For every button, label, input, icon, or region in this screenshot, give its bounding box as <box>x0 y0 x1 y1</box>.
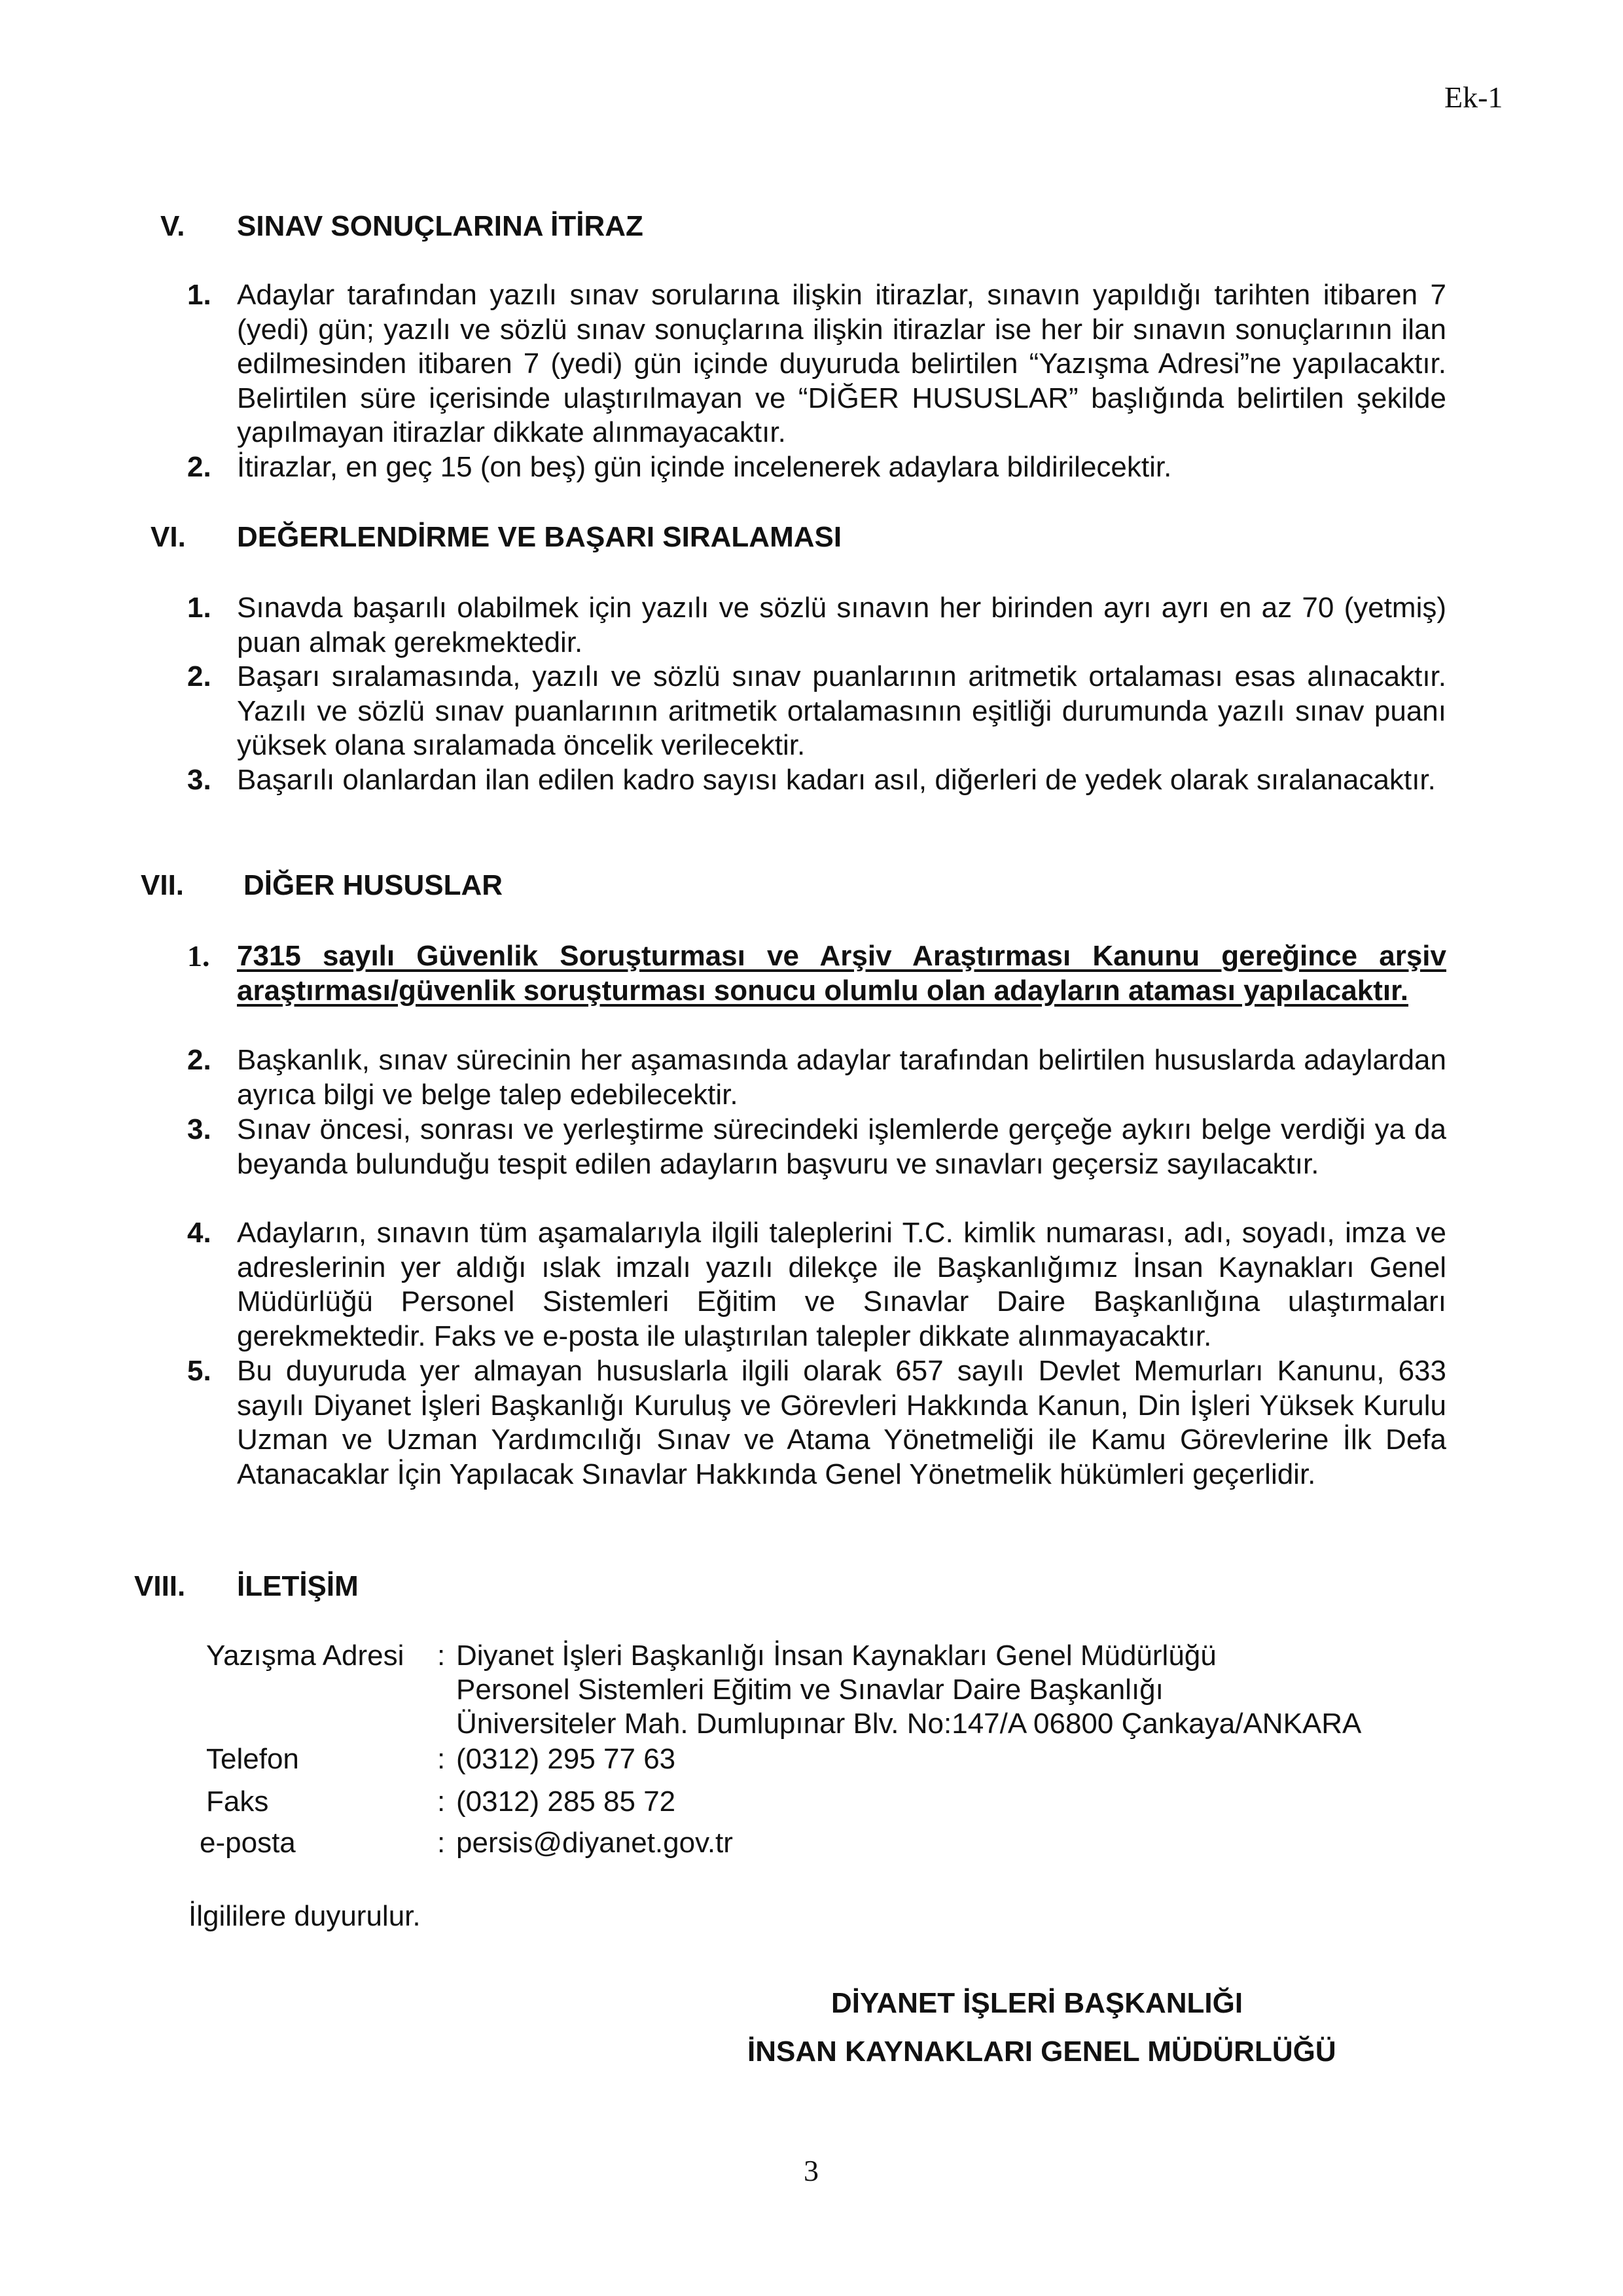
item-text: 7315 sayılı Güvenlik Soruşturması ve Arşiv Araştırması Kanunu gereğince arşiv araştırması/güvenlik soruşturması sonucu olumlu olan adayların ataması yapılacaktır. <box>237 940 1446 1007</box>
item-text: İtirazlar, en geç 15 (on beş) gün içinde incelenerek adaylara bildirilecektir. <box>237 451 1172 483</box>
item-number: 3. <box>187 764 211 796</box>
section-title: DİĞER HUSUSLAR <box>243 869 503 901</box>
contact-separator: : <box>437 1640 446 1672</box>
signature-line-2: İNSAN KAYNAKLARI GENEL MÜDÜRLÜĞÜ <box>747 2036 1336 2068</box>
contact-address-line: Üniversiteler Mah. Dumlupınar Blv. No:147/A 06800 Çankaya/ANKARA <box>456 1708 1362 1740</box>
item-text: Başarı sıralamasında, yazılı ve sözlü sınav puanlarının aritmetik ortalaması esas alınacaktır. Yazılı ve sözlü sınav puanlarının aritmetik ortalamasının eşitliği durumunda yazılı sınav puanı yüksek olana sıralamada öncelik verilecektir. <box>237 660 1446 761</box>
item-text: Adayların, sınavın tüm aşamalarıyla ilgili taleplerini T.C. kimlik numarası, adı, soyadı, imza ve adreslerinin yer aldığı ıslak imzalı yazılı dilekçe ile Başkanlığımız İnsan Kaynakları Genel Müdürlüğü Personel Sistemleri Eğitim ve Sınavlar Daire Başkanlığına ulaştırmaları gerekmektedir. Faks ve e-posta ile ulaştırılan talepler dikkate alınmayacaktır. <box>237 1217 1446 1352</box>
item-number: 1. <box>187 592 211 624</box>
section-title: SINAV SONUÇLARINA İTİRAZ <box>237 210 643 242</box>
item-number: 2. <box>187 1044 211 1076</box>
section-title: DEĞERLENDİRME VE BAŞARI SIRALAMASI <box>237 521 842 553</box>
item-number: 2. <box>187 451 211 483</box>
contact-phone-label: Telefon <box>206 1743 299 1775</box>
contact-fax: (0312) 285 85 72 <box>456 1785 676 1818</box>
item-text: Başarılı olanlardan ilan edilen kadro sayısı kadarı asıl, diğerleri de yedek olarak sıralanacaktır. <box>237 764 1436 796</box>
contact-email[interactable]: persis@diyanet.gov.tr <box>456 1827 733 1859</box>
item-number: 3. <box>187 1113 211 1145</box>
contact-email-label: e-posta <box>200 1827 296 1859</box>
item-number: 5. <box>187 1355 211 1387</box>
item-text: Başkanlık, sınav sürecinin her aşamasında adaylar tarafından belirtilen hususlarda adaylardan ayrıca bilgi ve belge talep edebilecektir. <box>237 1044 1446 1111</box>
item-number: 1. <box>187 279 211 311</box>
item-number: 2. <box>187 660 211 692</box>
section-number: V. <box>160 210 185 242</box>
contact-address-line: Diyanet İşleri Başkanlığı İnsan Kaynakları Genel Müdürlüğü <box>456 1640 1217 1672</box>
contact-phone: (0312) 295 77 63 <box>456 1743 676 1775</box>
contact-separator: : <box>437 1785 446 1818</box>
section-number: VII. <box>141 869 185 901</box>
section-title: İLETİŞİM <box>237 1570 359 1602</box>
item-text: Adaylar tarafından yazılı sınav sorularına ilişkin itirazlar, sınavın yapıldığı tarihten itibaren 7 (yedi) gün; yazılı ve sözlü sınav sonuçlarına ilişkin itirazlar ise her bir sınavın sonuçlarının ilan edilmesinden itibaren 7 (yedi) gün içinde duyuruda belirtilen “Yazışma Adresi”ne yapılacaktır. Belirtilen süre içerisinde ulaştırılmayan ve “DİĞER HUSUSLAR” başlığında belirtilen şekilde yapılmayan itirazlar dikkate alınmayacaktır. <box>237 279 1446 448</box>
page-number: 3 <box>804 2154 819 2187</box>
closing-text: İlgililere duyurulur. <box>188 1900 421 1932</box>
signature-line-1: DİYANET İŞLERİ BAŞKANLIĞI <box>831 1987 1243 2019</box>
page-label: Ek-1 <box>1444 81 1503 114</box>
section-number: VI. <box>151 521 186 553</box>
item-number: 4. <box>187 1217 211 1249</box>
contact-separator: : <box>437 1743 446 1775</box>
contact-address-line: Personel Sistemleri Eğitim ve Sınavlar Daire Başkanlığı <box>456 1674 1164 1706</box>
item-text: Sınav öncesi, sonrası ve yerleştirme sürecindeki işlemlerde gerçeğe aykırı belge verdiği ya da beyanda bulunduğu tespit edilen adayların başvuru ve sınavları geçersiz sayılacaktır. <box>237 1113 1446 1180</box>
item-number: 1. <box>187 939 210 973</box>
contact-address-label: Yazışma Adresi <box>206 1640 404 1672</box>
item-text: Bu duyuruda yer almayan hususlarla ilgili olarak 657 sayılı Devlet Memurları Kanunu, 633 sayılı Diyanet İşleri Başkanlığı Kuruluş ve Görevleri Hakkında Kanun, Din İşleri Yüksek Kurulu Uzman ve Uzman Yardımcılığı Sınav ve Atama Yönetmeliği ile Kamu Görevlerine İlk Defa Atanacaklar İçin Yapılacak Sınavlar Hakkında Genel Yönetmelik hükümleri geçerlidir. <box>237 1355 1446 1490</box>
section-number: VIII. <box>134 1570 186 1602</box>
contact-fax-label: Faks <box>206 1785 269 1818</box>
item-text: Sınavda başarılı olabilmek için yazılı ve sözlü sınavın her birinden ayrı ayrı en az 70 (yetmiş) puan almak gerekmektedir. <box>237 592 1446 658</box>
contact-separator: : <box>437 1827 446 1859</box>
